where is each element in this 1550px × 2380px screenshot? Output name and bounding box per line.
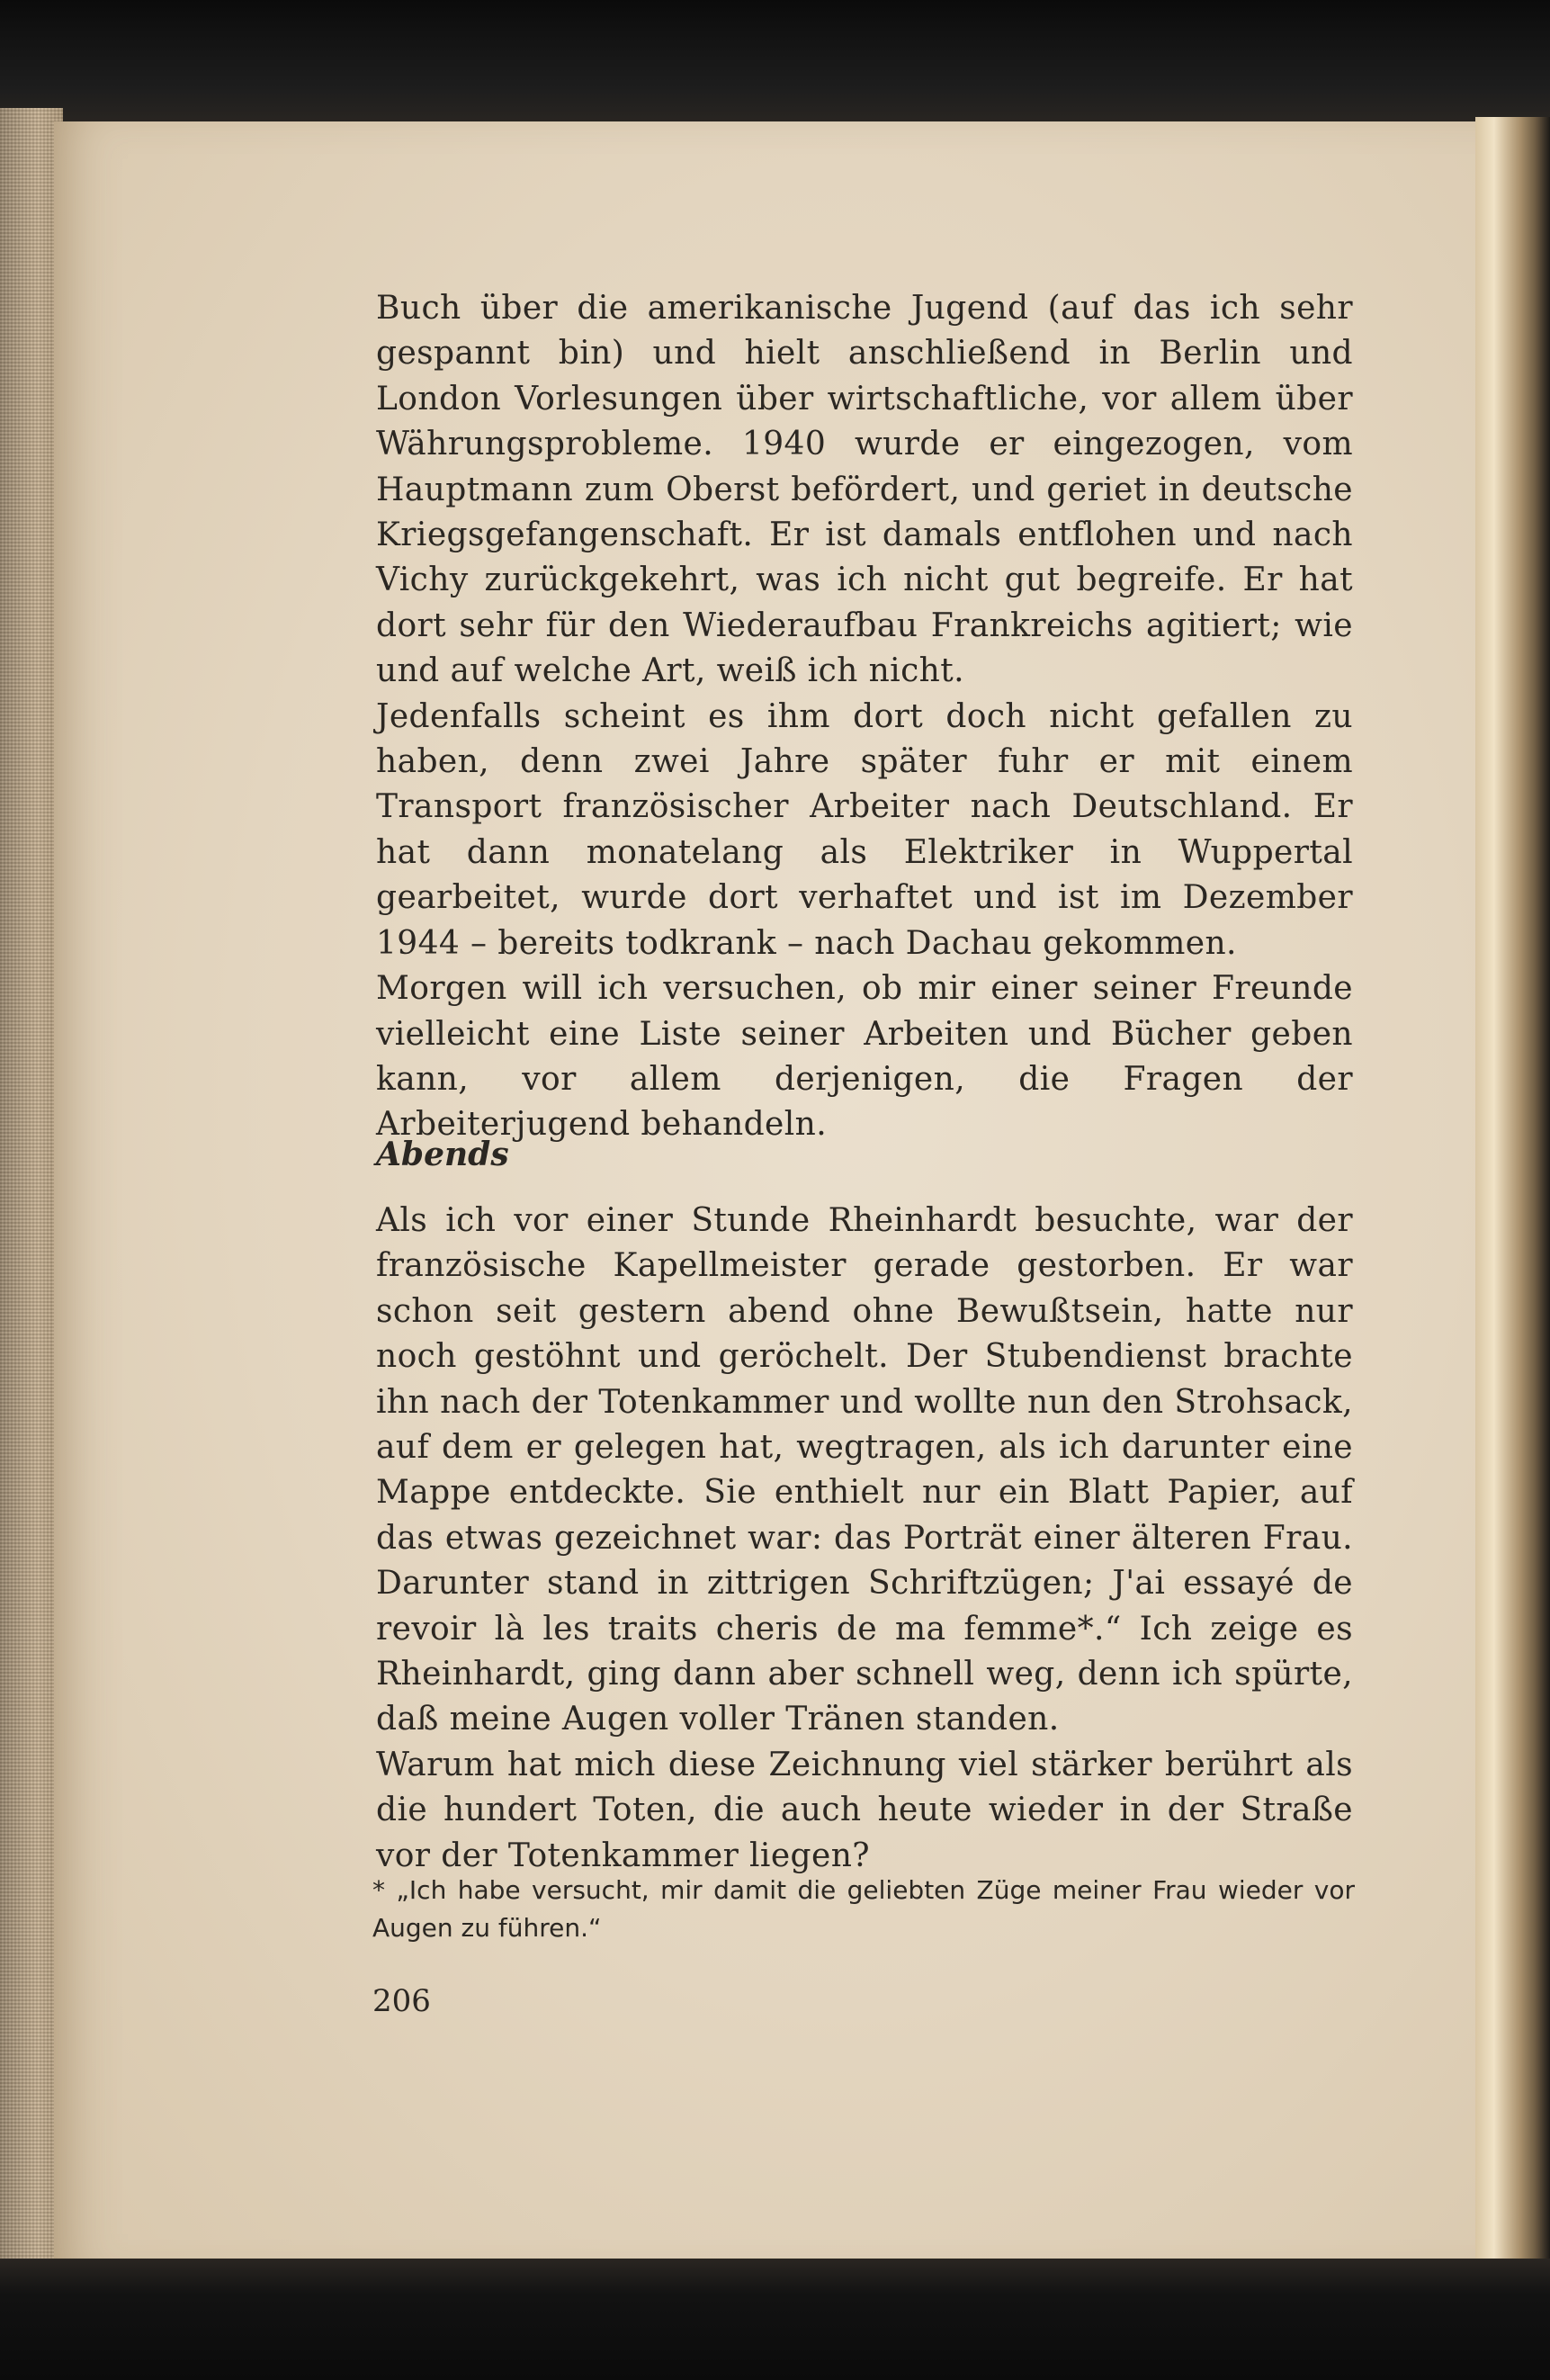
section-title: Abends	[376, 1136, 509, 1173]
footnote: * „Ich habe versucht, mir damit die geliebten Züge meiner Frau wieder vor Augen zu führen.“	[372, 1875, 1355, 1943]
paragraph: Warum hat mich diese Zeichnung viel stärker berührt als die hundert Toten, die auch heute wieder in der Straße vor der Totenkammer liegen?	[376, 1746, 1353, 1874]
scan-background-top	[0, 0, 1550, 126]
page-edge	[1475, 117, 1550, 2277]
paragraph: Jedenfalls scheint es ihm dort doch nicht gefallen zu haben, denn zwei Jahre später fuhr er mit einem Transport französischer Arbeiter nach Deutschland. Er hat dann monatelang als Elektriker in Wuppertal gearbeitet, wurde dort verhaftet und ist im Dezember 1944 – bereits todkrank – nach Dachau gekommen.	[376, 697, 1353, 962]
paragraph: Buch über die amerikanische Jugend (auf das ich sehr gespannt bin) und hielt anschließend in Berlin und London Vorlesungen über wirtschaftliche, vor allem über Währungsprobleme. 1940 wurde er eingezogen, vom Hauptmann zum Oberst befördert, und geriet in deutsche Kriegsgefangenschaft. Er ist damals entflohen und nach Vichy zurückgekehrt, was ich nicht gut begreife. Er hat dort sehr für den Wiederaufbau Frankreichs agitiert; wie und auf welche Art, weiß ich nicht.	[376, 290, 1353, 690]
paragraph: Morgen will ich versuchen, ob mir einer seiner Freunde vielleicht eine Liste seiner Arbeiten und Bücher geben kann, vor allem derjenigen, die Fragen der Arbeiterjugend behandeln.	[376, 970, 1353, 1144]
body-text-top	[376, 286, 1353, 1148]
page-number: 206	[372, 1983, 431, 2019]
body-text-section	[376, 1199, 1353, 1879]
scan-background-bottom	[0, 2259, 1550, 2380]
paragraph: Als ich vor einer Stunde Rheinhardt besuchte, war der französische Kapellmeister gerade gestorben. Er war schon seit gestern abend ohne Bewußtsein, hatte nur noch gestöhnt und geröchelt. Der Stubendienst brachte ihn nach der Totenkammer und wollte nun den Strohsack, auf dem er gelegen hat, wegtragen, als ich darunter eine Mappe entdeckte. Sie enthielt nur ein Blatt Papier, auf das etwas gezeichnet war: das Porträt einer älteren Frau. Darunter stand in zittrigen Schriftzügen; J'ai essayé de revoir là les traits cheris de ma femme*.“ Ich zeige es Rheinhardt, ging dann aber schnell weg, denn ich spürte, daß meine Augen voller Tränen standen.	[376, 1202, 1353, 1738]
